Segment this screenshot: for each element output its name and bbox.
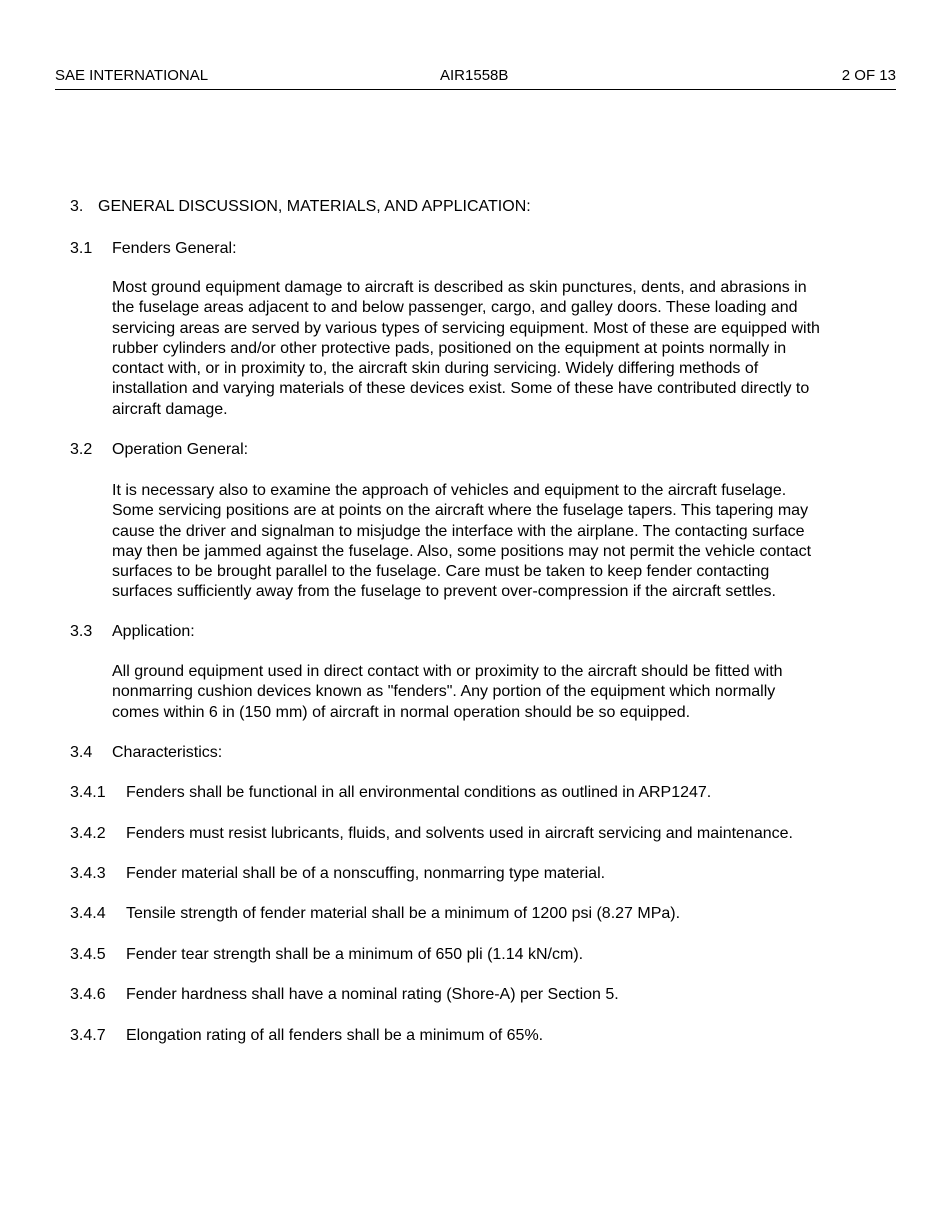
section-number: 3.1 [70, 240, 93, 257]
header-page-number: 2 OF 13 [841, 67, 896, 84]
list-item [70, 946, 583, 964]
item-text: Fender material shall be of a nonscuffing, nonmarring type material. [126, 865, 606, 882]
section-title: Characteristics: [112, 744, 223, 761]
section-3-1-paragraph: Most ground equipment damage to aircraft is described as skin punctures, dents, and abrasions in the fuselage areas adjacent to and below passenger, cargo, and galley doors. These loading and servicing areas are served by various types of servicing equipment. Most of these are equipped with rubber cylinders and/or other protective pads, positioned on the equipment at points normally in contact with, or in proximity to, the aircraft skin during servicing. Widely differing methods of installation and varying materials of these devices exist. Some of these have contributed directly to aircraft damage. [112, 279, 820, 418]
section-3-4-heading [70, 744, 222, 762]
section-title: Operation General: [112, 441, 249, 458]
item-text: Elongation rating of all fenders shall be a minimum of 65%. [126, 1027, 544, 1044]
section-3-2-paragraph: It is necessary also to examine the approach of vehicles and equipment to the aircraft fuselage. Some servicing positions are at points on the aircraft where the fuselage tapers. This tapering may cause the driver and signalman to misjudge the interface with the airplane. The contacting surface may then be jammed against the fuselage. Also, some positions may not permit the vehicle contact surfaces to be brought parallel to the fuselage. Care must be taken to keep fender contacting surfaces sufficiently away from the fuselage to prevent over-compression if the aircraft settles. [112, 482, 812, 601]
section-number: 3.2 [70, 441, 93, 458]
header-doc-id: AIR1558B [440, 67, 509, 84]
section-title: GENERAL DISCUSSION, MATERIALS, AND APPLICATION: [98, 198, 531, 215]
item-number: 3.4.2 [70, 825, 106, 842]
section-title: Application: [112, 623, 195, 640]
item-number: 3.4.5 [70, 946, 106, 963]
item-number: 3.4.1 [70, 784, 106, 801]
section-3-2-heading [70, 441, 248, 459]
section-title: Fenders General: [112, 240, 237, 257]
list-item [70, 986, 619, 1004]
list-item [70, 784, 711, 802]
item-number: 3.4.3 [70, 865, 106, 882]
section-number: 3.4 [70, 744, 93, 761]
item-number: 3.4.4 [70, 905, 106, 922]
list-item [70, 905, 680, 923]
list-item [70, 865, 605, 883]
item-text: Fender tear strength shall be a minimum of 650 pli (1.14 kN/cm). [126, 946, 584, 963]
section-3-3-heading [70, 623, 195, 641]
item-text: Fenders must resist lubricants, fluids, and solvents used in aircraft servicing and maintenance. [126, 825, 793, 842]
item-text: Fender hardness shall have a nominal rating (Shore-A) per Section 5. [126, 986, 619, 1003]
section-3-3-paragraph: All ground equipment used in direct contact with or proximity to the aircraft should be fitted with nonmarring cushion devices known as "fenders". Any portion of the equipment which normally comes within 6 in (150 mm) of aircraft in normal operation should be so equipped. [112, 663, 783, 721]
item-text: Fenders shall be functional in all environmental conditions as outlined in ARP1247. [126, 784, 712, 801]
item-number: 3.4.6 [70, 986, 106, 1003]
list-item [70, 825, 793, 843]
section-number: 3.3 [70, 623, 93, 640]
section-3-heading [70, 198, 531, 216]
item-number: 3.4.7 [70, 1027, 106, 1044]
list-item [70, 1027, 543, 1045]
section-number: 3. [70, 198, 84, 215]
header-org: SAE INTERNATIONAL [55, 67, 209, 84]
page-header [55, 67, 896, 90]
section-3-1-heading [70, 240, 237, 258]
item-text: Tensile strength of fender material shall be a minimum of 1200 psi (8.27 MPa). [126, 905, 681, 922]
